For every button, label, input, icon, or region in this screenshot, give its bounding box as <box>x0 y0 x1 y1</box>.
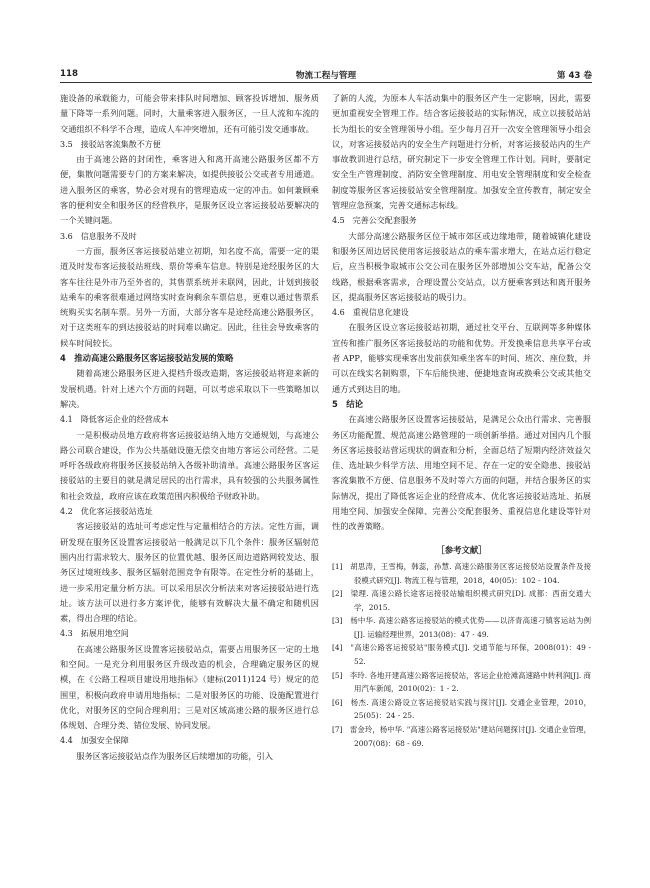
section-heading-3-6: 3.6 信息服务不及时 <box>60 231 137 241</box>
paragraph: 了新的人流，为原本人车活动集中的服务区产生一定影响，因此，需要更加重视安全管理工作。结合客运接驳站的实际情况，成立以接驳站站长为组长的安全管理领导小组。至少每月召开一次安全管理领导小组会议，对客运接驳站内的安全生产问题进行分析，对客运接驳站内的生产事故教训进行总结，研究制定下一步安全管理工作计划。同时，要制定安全生产管理制度、消防安全管理制度、用电安全管理制度和安全检查制度等服务区客运接驳站安全管理制度。加强安全宣传教育，制定安全管理应急预案，完善交通标志标线。 <box>332 93 591 211</box>
section-heading-4-3: 4.3 拓展用地空间 <box>60 629 129 639</box>
paragraph: 随着高速公路服务区进入提档升级改造期，客运接驳站将迎来新的发展机遇。针对上述六个方面的问题，可以考虑采取以下一些策略加以解决。 <box>60 368 319 409</box>
references-title: ［参考文献］ <box>436 544 487 555</box>
section-heading-4-4: 4.4 加强安全保障 <box>60 736 129 746</box>
reference-item: [5] 李玲. 各地开建高速公路客运接驳站，客运企业抢滩高速路中转利润[J]. 商用汽车新闻，2010(02)：1 - 2. <box>332 670 591 694</box>
paragraph: 在高速公路服务区设置客运接驳站，是满足公众出行需求、完善服务区功能配置、规范高速公路管理的一项创新举措。通过对国内几个服务区客运接驳站营运现状的调查和分析，全面总结了短期内经济效益欠佳、选址缺少科学方法、用地空间不足、存在一定的安全隐患、接驳站客流集散不方便、信息服务不及时等六方面的问题，并结合服务区的实际情况，提出了降低客运企业的经营成本、优化客运接驳站选址、拓展用地空间、加强安全保障、完善公交配套服务、重视信息化建设等针对性的改善策略。 <box>332 414 591 532</box>
paragraph: 在服务区设立客运接驳站初期，通过社交平台、互联网等多种媒体宣传和推广服务区客运接驳站的功能和优势。开发换乘信息共享平台或者 APP，能够实现乘客出发前获知乘坐客车的时间、班次、座位数，并可以在线实名制购票，下车后能快速、便捷地查询或换乘公交或其他交通方式到达目的地。 <box>332 322 591 394</box>
running-header <box>60 66 592 83</box>
paragraph: 一方面，服务区客运接驳站建立初期，知名度不高，需要一定的渠道及时发布客运接驳站班线、票价等乘车信息。特别是途经服务区的大客车往往是外市乃至外省的，其售票系统并未联网，因此，计划到接驳站乘车的乘客很难通过网络实时查询剩余车票信息，更难以通过售票系统购买实名制车票。另外一方面，大部分客车是途经高速公路服务区，对于这类班车的到达接驳站的时间难以确定。因此，往往会导致乘客的候车时间较长。 <box>60 245 319 348</box>
reference-item: [6] 杨杰. 高速公路设立客运接驳站实践与探讨[J]. 交通企业管理，2010，25(05)：24 - 25. <box>332 697 591 721</box>
paragraph: 在高速公路服务区设置客运接驳站点，需要占用服务区一定的土地和空间。一是充分利用服务区升级改造的机会，合理确定服务区的规模，在《公路工程项目建设用地指标》（建标(2011)124 号）规定的范围里，积极向政府申请用地指标；二是对服务区的功能、设施配置进行优化，对服务区的空间合理利用；三是对区域高速公路的服务区进行总体规划、合理分类、错位发展、协同发展。 <box>60 643 319 731</box>
references-list <box>332 560 591 750</box>
reference-item: [7] 雷金玲，杨中华. "高速公路客运接驳站"建站问题探讨[J]. 交通企业管理，2007(08)：68 - 69. <box>332 725 591 748</box>
section-heading-4-2: 4.2 优化客运接驳站选址 <box>60 507 153 517</box>
paragraph: 一是积极动员地方政府将客运接驳站纳入地方交通规划，与高速公路公司联合建设，作为公共基础设施无偿交由地方客运公司经营。二是呼吁各级政府将服务区接驳站纳入各级补助清单。高速公路服务区客运接驳站的主要目的就是满足居民的出行需求，具有较强的公共服务属性和社会效益，政府应该在政策范围内积极给予财政补助。 <box>60 429 319 501</box>
reference-item: [1] 胡思涛，王雪梅，韩蕊，孙慧. 高速公路服务区客运接驳站设置条件及接驳模式研究[J]. 物流工程与管理，2018，40(05)：102 - 104. <box>332 561 591 585</box>
section-heading-4-6: 4.6 重视信息化建设 <box>332 308 409 318</box>
section-heading-5: 5 结论 <box>332 398 363 409</box>
section-heading-4-5: 4.5 完善公交配套服务 <box>332 216 417 226</box>
reference-item: [2] 梁理. 高速公路长途客运接驳站输组织模式研究[D]. 成都：西南交通大学，2015. <box>332 589 591 612</box>
paragraph: 大部分高速公路服务区位于城市郊区或边缘地带，随着城镇化建设和服务区周边居民使用客运接驳站点的乘车需求增大，在站点运行稳定后，应当积极争取城市公交公司在服务区外部增加公交车站，配备公交线路，根据乘客需求，合理设置公交站点，以方便乘客到达和离开服务区，提高服务区客运接驳站的吸引力。 <box>332 230 591 302</box>
paragraph: 由于高速公路的封闭性，乘客进入和离开高速公路服务区都不方便，集散问题需要专门的方案来解决，如提供接驳公交或者专用通道。进入服务区的乘客，势必会对现有的管理造成一定的冲击。如何兼顾乘客的便利安全和服务区的经营秩序，是服务区设立客运接驳站要解决的一个关键问题。 <box>60 154 319 226</box>
section-heading-4-1: 4.1 降低客运企业的经营成本 <box>60 415 169 425</box>
left-column <box>60 91 319 764</box>
reference-item: [4] "高速公路客运接驳站"服务模式[J]. 交通节能与环保，2008(01)：49 - 52. <box>332 643 591 667</box>
section-heading-4: 4 推动高速公路服务区客运接驳站发展的策略 <box>60 353 234 364</box>
page-number: 118 <box>60 69 78 79</box>
volume-label: 第 43 卷 <box>556 71 592 81</box>
reference-item: [3] 杨中华. 高速公路客运接驳站的模式优势——以济青高速刁镇客运站为例[J]. 运输经理世界，2013(08)：47 - 49. <box>332 616 591 639</box>
right-column <box>332 91 591 750</box>
journal-title: 物流工程与管理 <box>295 71 357 81</box>
paragraph: 客运接驳站的选址可考虑定性与定量相结合的方法。定性方面，调研发现在服务区设置客运接驳站一般满足以下几个条件：服务区辐射范围内出行需求较大、服务区的位置优越、服务区周边道路网较发达、服务区过境班线多、服务区辐射范围竞争有限等。在定性分析的基础上，进一步采用定量分析方法。可以采用层次分析法来对客运接驳站进行选址。该方法可以进行多方案评优，能够有效解决大量不确定和随机因素，得出合理的结论。 <box>60 521 319 624</box>
paragraph: 施设备的承载能力，可能会带来排队时间增加、顾客投诉增加、服务质量下降等一系列问题。同时，大量乘客进入服务区，一旦人流和车流的交通组织不科学不合理，造成人车冲突增加，还有可能引发交通事故。 <box>60 93 319 134</box>
paragraph: 服务区客运接驳站点作为服务区后续增加的功能，引入 <box>76 750 273 761</box>
section-heading-3-5: 3.5 接驳站客流集散不方便 <box>60 139 161 149</box>
